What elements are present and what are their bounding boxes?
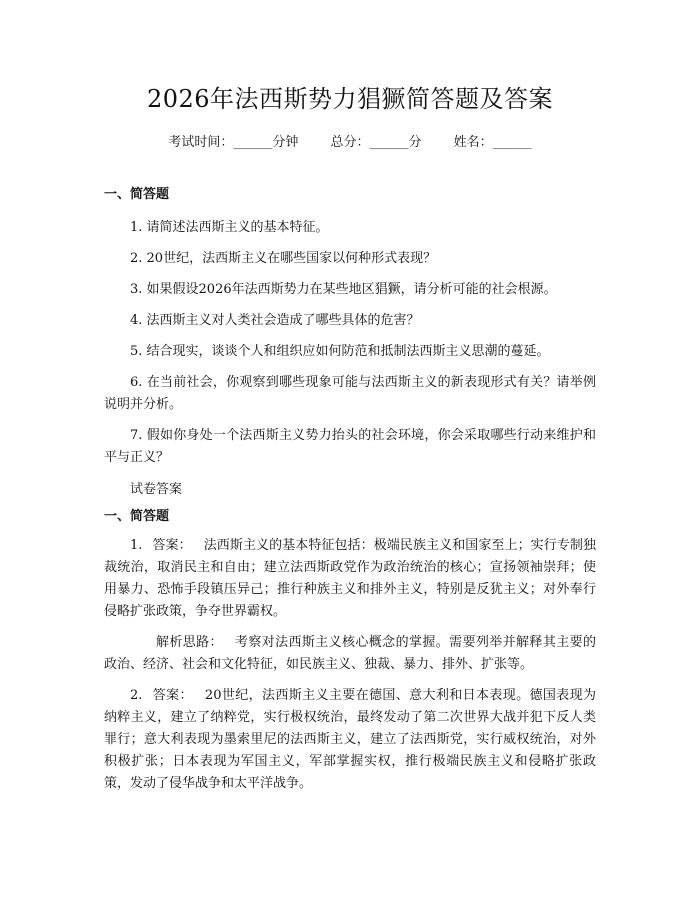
question-item: 2. 20世纪，法西斯主义在哪些国家以何种形式表现？: [130, 251, 437, 266]
answer-item: [104, 685, 596, 795]
answer-text: 法西斯主义的基本特征包括：极端民族主义和国家至上；实行专制独裁统治，取消民主和自由；建立法西斯政党作为政治统治的核心；宣扬领袖崇拜；使用暴力、恐怖手段镇压异己；推行种族主义和排外主义，特别是反犹主义；对外奉行侵略扩张政策，争夺世界霸权。: [104, 538, 596, 619]
question-item: 1. 请简述法西斯主义的基本特征。: [130, 220, 329, 235]
document-title: 2026年法西斯势力猖獗简答题及答案: [146, 85, 554, 113]
exam-time-field: 考试时间：______分钟: [168, 135, 299, 150]
analysis-text: 考察对法西斯主义核心概念的掌握。需要列举并解释其主要的政治、经济、社会和文化特征，如民族主义、独裁、暴力、排外、扩张等。: [104, 635, 596, 672]
analysis-item: [104, 632, 596, 676]
total-score-field: 总分：______分: [330, 135, 422, 150]
question-list: [104, 217, 596, 469]
questions-section-heading: 一、简答题: [104, 187, 170, 202]
answer-number: 2.: [130, 688, 143, 703]
answer-key-title: 试卷答案: [130, 482, 183, 497]
analysis-label: 解析思路：: [156, 635, 223, 650]
answer-text: 20世纪，法西斯主义主要在德国、意大利和日本表现。德国表现为纳粹主义，建立了纳粹党，实行极权统治，最终发动了第二次世界大战并犯下反人类罪行；意大利表现为墨索里尼的法西斯主义，建立了法西斯党，实行威权统治，对外积极扩张；日本表现为军国主义，军部掌握实权，推行极端民族主义和侵略扩张政策，发动了侵华战争和太平洋战争。: [104, 688, 596, 791]
answer-label: 答案：: [152, 688, 193, 703]
question-item: 4. 法西斯主义对人类社会造成了哪些具体的危害？: [130, 313, 420, 328]
name-field: 姓名：______: [453, 135, 532, 150]
answer-number: 1.: [130, 538, 143, 553]
question-item: 6. 在当前社会，你观察到哪些现象可能与法西斯主义的新表现形式有关？请举例说明并分析。: [104, 375, 596, 412]
answers-section-heading: 一、简答题: [104, 509, 170, 524]
question-item: 5. 结合现实，谈谈个人和组织应如何防范和抵制法西斯主义思潮的蔓延。: [130, 344, 550, 359]
exam-meta-line: [104, 133, 596, 153]
answer-item: [104, 535, 596, 623]
question-item: 7. 假如你身处一个法西斯主义势力抬头的社会环境，你会采取哪些行动来维护和平与正义？: [104, 428, 596, 465]
answer-label: 答案：: [152, 538, 192, 553]
answer-list: [104, 535, 596, 795]
question-item: 3. 如果假设2026年法西斯势力在某些地区猖獗，请分析可能的社会根源。: [130, 282, 557, 297]
